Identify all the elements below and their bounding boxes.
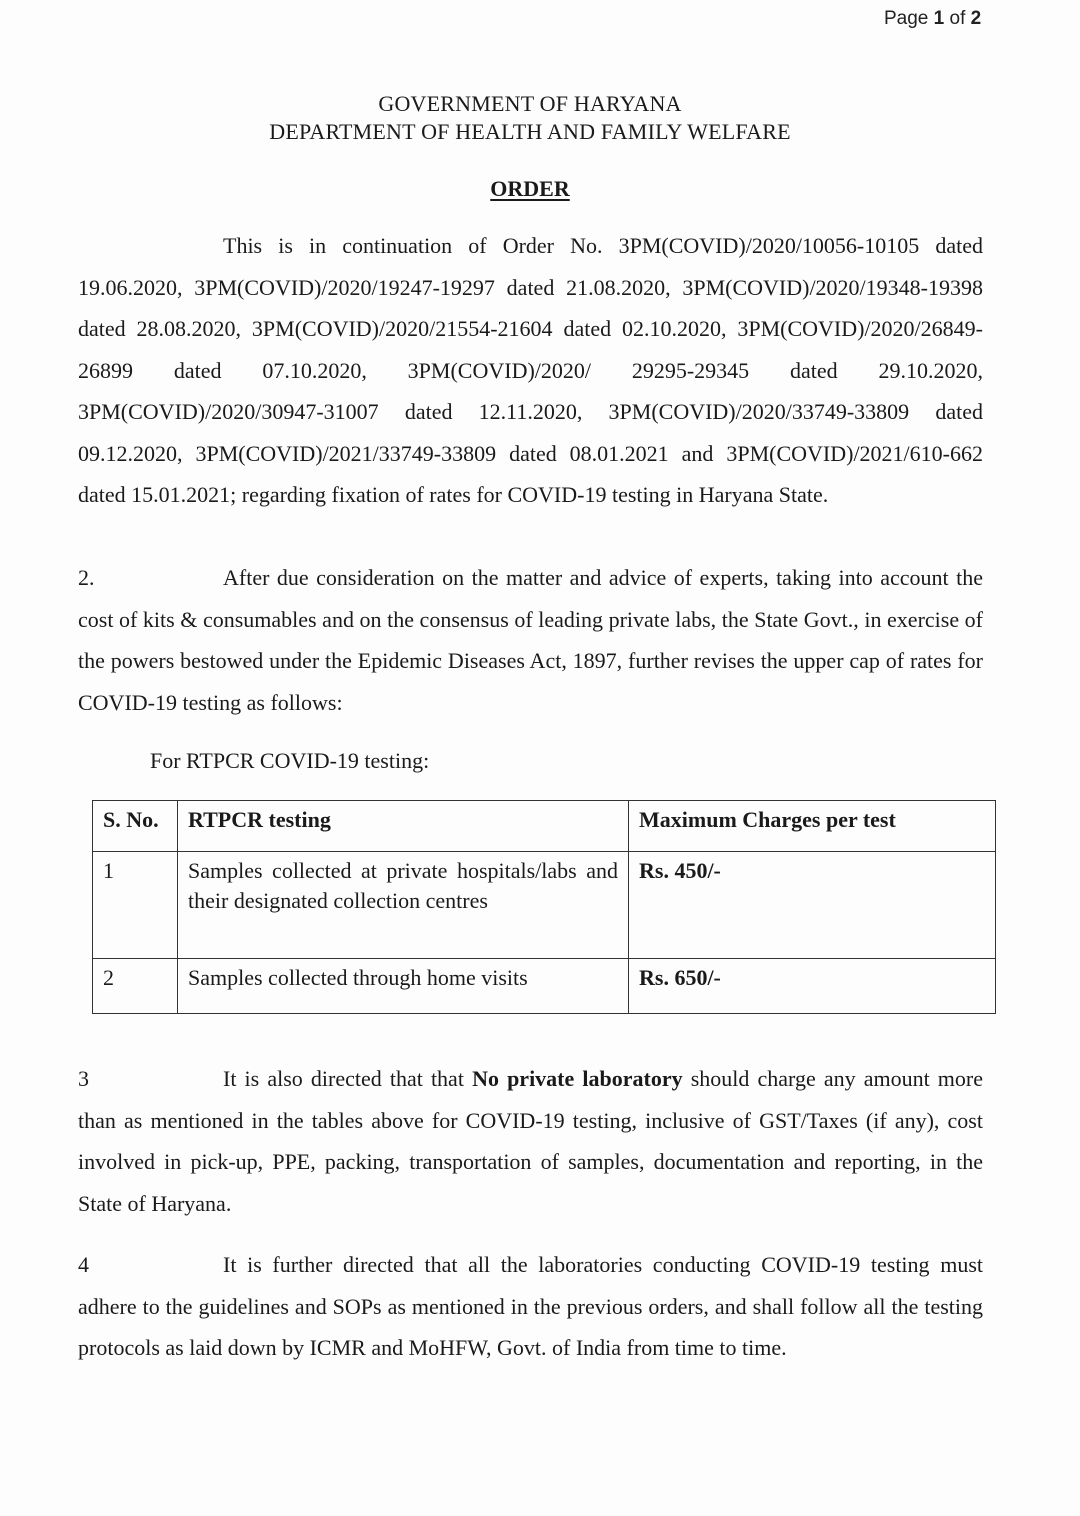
cell-sno: 2 [93,959,178,1014]
order-title: ORDER [490,176,570,201]
cell-testing: Samples collected at private hospitals/labs and their designated collection centres [178,852,629,959]
table-header-row [93,801,996,852]
document-header [0,90,1060,146]
table-row [93,959,996,1014]
page-total: 2 [970,8,982,29]
paragraph-3 [78,1058,983,1224]
column-header-sno: S. No. [93,801,178,852]
paragraph-4 [78,1244,983,1369]
paragraph-1: This is in continuation of Order No. 3PM(COVID)/2020/10056-10105 dated 19.06.2020, 3PM(COVID)/2020/19247-19297 dated 21.08.2020, 3PM(COVID)/2020/19348-19398 dated 28.08.2020, 3PM(COVID)/2020/21554-21604 dated 02.10.2020, 3PM(COVID)/2020/26849-26899 dated 07.10.2020, 3PM(COVID)/2020/ 29295-29345 dated 29.10.2020, 3PM(COVID)/2020/30947-31007 dated 12.11.2020, 3PM(COVID)/2020/33749-33809 dated 09.12.2020, 3PM(COVID)/2021/33749-33809 dated 08.01.2021 and 3PM(COVID)/2021/610-662 dated 15.01.2021; regarding fixation of rates for COVID-19 testing in Haryana State. [78,233,983,507]
paragraph-number: 4 [78,1252,89,1277]
paragraph-text: It is further directed that all the laboratories conducting COVID-19 testing must adhere to the guidelines and SOPs as mentioned in the previous orders, and shall follow all the testing protocols as laid down by ICMR and MoHFW, Govt. of India from time to time. [78,1252,983,1360]
paragraph-text-before: It is also directed that that [223,1066,473,1091]
paragraph-number: 2. [78,565,95,590]
paragraph-text: After due consideration on the matter and advice of experts, taking into account the cost of kits & consumables and on the consensus of leading private labs, the State Govt., in exercise of the powers bestowed under the Epidemic Diseases Act, 1897, further revises the upper cap of rates for COVID-19 testing as follows: [78,565,983,715]
cell-charges: Rs. 650/- [629,959,996,1014]
column-header-testing: RTPCR testing [178,801,629,852]
page-current: 1 [933,8,945,29]
cell-testing: Samples collected through home visits [178,959,629,1014]
paragraph-text-bold: No private laboratory [472,1066,683,1091]
paragraph-2 [78,557,983,723]
cell-charges: Rs. 450/- [629,852,996,959]
rates-section-heading: For RTPCR COVID-19 testing: [150,748,430,773]
page-prefix: Page [884,8,934,29]
page-indicator [884,8,981,30]
page-separator: of [944,8,971,29]
paragraph-text-after: should charge any amount more than as mentioned in the tables above for COVID-19 testing, inclusive of GST/Taxes (if any), cost involved in pick-up, PPE, packing, transportation of samples, documentation and reporting, in the State of Haryana. [78,1066,984,1216]
paragraph-number: 3 [78,1066,89,1091]
table-row [93,852,996,959]
department-name: DEPARTMENT OF HEALTH AND FAMILY WELFARE [269,119,791,144]
government-name: GOVERNMENT OF HARYANA [378,91,682,116]
column-header-charges: Maximum Charges per test [629,801,996,852]
rates-table [92,800,996,1014]
cell-sno: 1 [93,852,178,959]
